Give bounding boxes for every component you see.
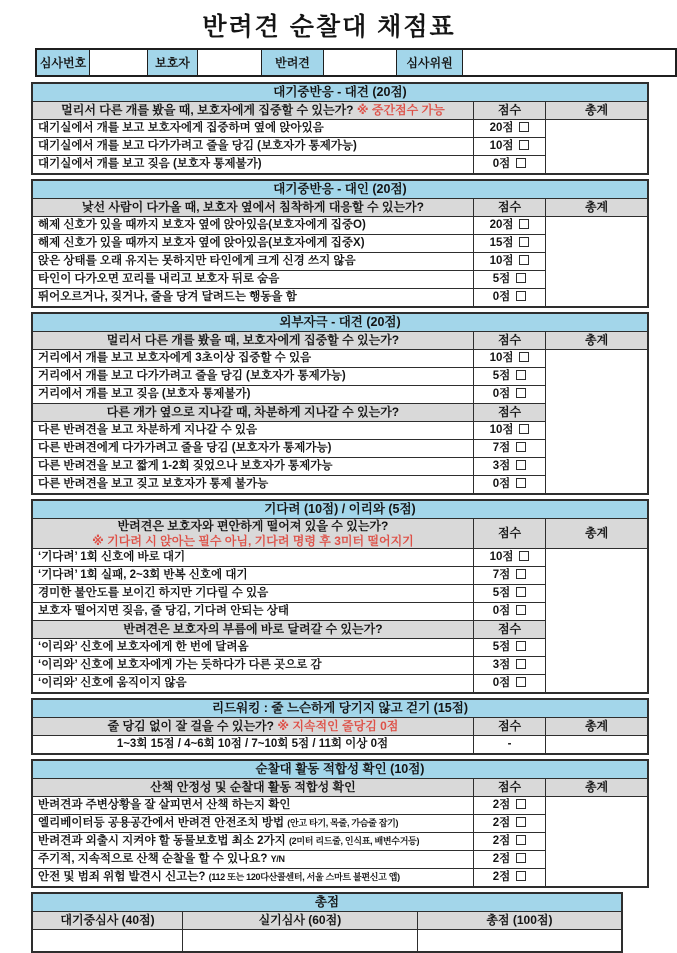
score-cell xyxy=(473,869,545,888)
score-column-header: 점수 xyxy=(473,779,545,797)
question-text: 반려견은 보호자의 부름에 바로 달려갈 수 있는가? xyxy=(123,622,383,636)
criterion-text: 다른 반려견을 보고 짖고 보호자가 통제 불가능 xyxy=(38,478,269,490)
score-value: 7점 xyxy=(492,442,511,454)
score-value: 10점 xyxy=(489,424,514,436)
criterion-label xyxy=(32,271,473,289)
grand-col-header: 대기중심사 (40점) xyxy=(32,912,183,930)
section-title: 대기중반응 - 대견 (20점) xyxy=(32,83,648,102)
criterion-label xyxy=(32,156,473,175)
score-cell xyxy=(473,217,545,235)
score-cell xyxy=(473,639,545,657)
score-checkbox[interactable] xyxy=(516,605,526,615)
field-input-guardian[interactable] xyxy=(198,49,262,76)
score-checkbox[interactable] xyxy=(516,853,526,863)
grand-col-value[interactable] xyxy=(183,930,418,953)
question-row xyxy=(32,332,648,350)
grand-col-value[interactable] xyxy=(417,930,622,953)
section-title-row xyxy=(32,313,648,332)
criterion-label xyxy=(32,639,473,657)
score-checkbox[interactable] xyxy=(516,442,526,452)
score-value: 3점 xyxy=(492,659,511,671)
question-cell xyxy=(32,102,473,120)
score-checkbox[interactable] xyxy=(516,799,526,809)
grand-total-title: 총점 xyxy=(32,893,622,912)
question-row xyxy=(32,519,648,549)
total-column-header: 총계 xyxy=(546,199,648,217)
grand-col-header: 실기심사 (60점) xyxy=(183,912,418,930)
criterion-text: 거리에서 개를 보고 보호자에게 3초이상 집중할 수 있음 xyxy=(38,352,312,364)
criterion-subtext: (2미터 리드줄, 인식표, 배변수거등) xyxy=(288,836,420,846)
score-value: 5점 xyxy=(492,641,511,653)
criterion-text: ‘기다려’ 1회 실패, 2~3회 반복 신호에 대기 xyxy=(38,569,248,581)
score-checkbox[interactable] xyxy=(516,478,526,488)
criterion-label xyxy=(32,350,473,368)
total-column-header: 총계 xyxy=(546,519,648,549)
criterion-label xyxy=(32,603,473,621)
score-note: ※ 지속적인 줄당김 0점 xyxy=(277,719,399,733)
criterion-label xyxy=(32,657,473,675)
score-column-header: 점수 xyxy=(473,199,545,217)
question-text: 멀리서 다른 개를 봤을 때, 보호자에게 집중할 수 있는가? xyxy=(61,103,354,117)
section-title: 기다려 (10점) / 이리와 (5점) xyxy=(32,500,648,519)
question-row xyxy=(32,779,648,797)
criterion-label xyxy=(32,458,473,476)
score-note: ※ 기다려 시 앉아는 필수 아님, 기다려 명령 후 3미터 떨어지기 xyxy=(92,534,414,548)
score-cell xyxy=(473,120,545,138)
question-row xyxy=(32,718,648,736)
score-checkbox[interactable] xyxy=(516,388,526,398)
score-checkbox[interactable] xyxy=(516,641,526,651)
score-value: 10점 xyxy=(489,255,514,267)
score-checkbox[interactable] xyxy=(516,460,526,470)
question-text: 멀리서 다른 개를 봤을 때, 보호자에게 집중할 수 있는가? xyxy=(106,333,400,347)
score-checkbox[interactable] xyxy=(516,273,526,283)
score-checkbox[interactable] xyxy=(519,219,529,229)
score-cell xyxy=(473,422,545,440)
score-cell xyxy=(473,603,545,621)
criterion-text: 경미한 불안도를 보이긴 하지만 기다릴 수 있음 xyxy=(38,587,269,599)
score-column-header: 점수 xyxy=(473,332,545,350)
question-cell xyxy=(32,718,473,736)
criterion-subtext: Y/N xyxy=(270,854,285,864)
score-sections xyxy=(31,82,651,888)
section-table xyxy=(31,499,649,694)
score-checkbox[interactable] xyxy=(516,158,526,168)
score-column-header: 점수 xyxy=(473,404,545,422)
score-row xyxy=(32,736,648,755)
question-text: 낯선 사람이 다가올 때, 보호자 옆에서 침착하게 대응할 수 있는가? xyxy=(81,200,424,214)
score-checkbox[interactable] xyxy=(516,569,526,579)
criterion-label xyxy=(32,833,473,851)
score-value: 2점 xyxy=(492,871,511,883)
criterion-label xyxy=(32,476,473,495)
criterion-label xyxy=(32,440,473,458)
criterion-text: 타인이 다가오면 꼬리를 내리고 보호자 뒤로 숨음 xyxy=(38,273,280,285)
grand-total-table xyxy=(31,892,623,953)
section-title: 외부자극 - 대견 (20점) xyxy=(32,313,648,332)
score-cell xyxy=(473,138,545,156)
score-column-header: 점수 xyxy=(473,102,545,120)
score-checkbox[interactable] xyxy=(516,291,526,301)
criterion-text: 대기실에서 개를 보고 보호자에게 집중하며 옆에 앉아있음 xyxy=(38,122,324,134)
score-value: 20점 xyxy=(489,122,514,134)
score-value: 10점 xyxy=(489,140,514,152)
score-checkbox[interactable] xyxy=(519,551,529,561)
question-cell xyxy=(32,621,473,639)
score-checkbox[interactable] xyxy=(519,140,529,150)
grand-total-value-row xyxy=(32,930,622,953)
score-cell xyxy=(473,815,545,833)
criterion-label xyxy=(32,386,473,404)
score-value: 0점 xyxy=(492,677,511,689)
criterion-text: ‘기다려’ 1회 신호에 바로 대기 xyxy=(38,551,186,563)
criterion-label xyxy=(32,585,473,603)
section-title-row xyxy=(32,180,648,199)
score-value: 0점 xyxy=(492,158,511,170)
criterion-label xyxy=(32,120,473,138)
score-cell xyxy=(473,253,545,271)
section-title: 리드워킹 : 줄 느슨하게 당기지 않고 걷기 (15점) xyxy=(32,699,648,718)
criterion-label xyxy=(32,289,473,308)
score-row xyxy=(32,549,648,567)
total-column-header: 총계 xyxy=(546,779,648,797)
criterion-text: 다른 반려견을 보고 차분하게 지나갈 수 있음 xyxy=(38,424,258,436)
field-label-guardian: 보호자 xyxy=(148,49,198,76)
score-cell xyxy=(473,675,545,694)
score-checkbox[interactable] xyxy=(519,352,529,362)
total-input-cell[interactable] xyxy=(546,797,648,888)
criterion-label xyxy=(32,368,473,386)
question-cell xyxy=(32,404,473,422)
score-column-header: 점수 xyxy=(473,718,545,736)
score-column-header: 점수 xyxy=(473,519,545,549)
criterion-label xyxy=(32,797,473,815)
score-column-header: 점수 xyxy=(473,621,545,639)
score-value: - xyxy=(507,738,512,750)
score-value: 20점 xyxy=(489,219,514,231)
criterion-text: 엘리베이터등 공용공간에서 반려견 안전조치 방법 xyxy=(38,817,285,829)
section-title-row xyxy=(32,83,648,102)
header-fields-row xyxy=(36,49,676,76)
criterion-label xyxy=(32,815,473,833)
question-text: 산책 안정성 및 순찰대 활동 적합성 확인 xyxy=(150,780,356,794)
score-value: 0점 xyxy=(492,388,511,400)
criterion-text: 반려견과 주변상황을 잘 살피면서 산책 하는지 확인 xyxy=(38,799,291,811)
criterion-text: 다른 반려견에게 다가가려고 줄을 당김 (보호자가 통제가능) xyxy=(38,442,332,454)
criterion-label xyxy=(32,235,473,253)
criterion-label xyxy=(32,422,473,440)
criterion-label xyxy=(32,675,473,694)
score-checkbox[interactable] xyxy=(516,677,526,687)
sheet-body xyxy=(31,48,651,953)
criterion-label xyxy=(32,736,473,755)
total-input-cell[interactable] xyxy=(546,120,648,175)
criterion-label xyxy=(32,217,473,235)
grand-total-area xyxy=(31,892,651,953)
score-checkbox[interactable] xyxy=(519,424,529,434)
criterion-text: 1~3회 15점 / 4~6회 10점 / 7~10회 5점 / 11회 이상 0점 xyxy=(116,738,389,750)
page-title: 반려견 순찰대 채점표 xyxy=(202,13,456,41)
section-table xyxy=(31,698,649,755)
criterion-label xyxy=(32,138,473,156)
criterion-text: 거리에서 개를 보고 짖음 (보호자 통제불가) xyxy=(38,388,251,400)
field-input-dog[interactable] xyxy=(324,49,397,76)
criterion-text: 거리에서 개를 보고 다가가려고 줄을 당김 (보호자가 통제가능) xyxy=(38,370,346,382)
score-value: 10점 xyxy=(489,352,514,364)
score-checkbox[interactable] xyxy=(519,255,529,265)
total-column-header: 총계 xyxy=(546,718,648,736)
score-value: 5점 xyxy=(492,370,511,382)
section-table xyxy=(31,312,649,495)
criterion-text: 다른 반려견을 보고 짧게 1-2회 짖었으나 보호자가 통제가능 xyxy=(38,460,333,472)
section-title-row xyxy=(32,760,648,779)
criterion-subtext: (112 또는 120다산콜센터, 서울 스마트 불편신고 앱) xyxy=(208,872,400,882)
section-title-row xyxy=(32,699,648,718)
score-value: 0점 xyxy=(492,605,511,617)
grand-total-title-row xyxy=(32,893,622,912)
score-value: 2점 xyxy=(492,799,511,811)
score-cell xyxy=(473,386,545,404)
question-cell xyxy=(32,199,473,217)
criterion-label xyxy=(32,253,473,271)
score-cell xyxy=(473,476,545,495)
score-checkbox[interactable] xyxy=(516,871,526,881)
score-cell xyxy=(473,235,545,253)
score-cell xyxy=(473,851,545,869)
criterion-subtext: (안고 타기, 목줄, 가슴줄 잡기) xyxy=(287,818,399,828)
total-column-header: 총계 xyxy=(546,332,648,350)
score-checkbox[interactable] xyxy=(519,237,529,247)
section-title: 대기중반응 - 대인 (20점) xyxy=(32,180,648,199)
total-input-cell[interactable] xyxy=(546,350,648,495)
section-title-row xyxy=(32,500,648,519)
criterion-text: 앉은 상태를 오래 유지는 못하지만 타인에게 크게 신경 쓰지 않음 xyxy=(38,255,356,267)
criterion-text: 반려견과 외출시 지켜야 할 동물보호법 최소 2가지 xyxy=(38,835,286,847)
question-text: 다른 개가 옆으로 지나갈 때, 차분하게 지나갈 수 있는가? xyxy=(106,405,400,419)
score-checkbox[interactable] xyxy=(519,122,529,132)
question-text: 반려견은 보호자와 편안하게 떨어져 있을 수 있는가? xyxy=(117,519,389,533)
question-cell xyxy=(32,332,473,350)
score-value: 0점 xyxy=(492,291,511,303)
score-cell xyxy=(473,156,545,175)
criterion-text: 대기실에서 개를 보고 짖음 (보호자 통제불가) xyxy=(38,158,262,170)
criterion-text: ‘이리와’ 신호에 보호자에게 가는 듯하다가 다른 곳으로 감 xyxy=(38,659,322,671)
score-checkbox[interactable] xyxy=(516,659,526,669)
score-checkbox[interactable] xyxy=(516,587,526,597)
score-note: ※ 중간점수 가능 xyxy=(356,103,445,117)
question-row xyxy=(32,199,648,217)
score-cell xyxy=(473,458,545,476)
score-value: 5점 xyxy=(492,587,511,599)
section-table xyxy=(31,82,649,175)
criterion-text: ‘이리와’ 신호에 움직이지 않음 xyxy=(38,677,187,689)
score-checkbox[interactable] xyxy=(516,817,526,827)
score-value: 10점 xyxy=(489,551,514,563)
score-cell xyxy=(473,585,545,603)
field-input-judge-number[interactable] xyxy=(90,49,148,76)
score-cell xyxy=(473,271,545,289)
section-table xyxy=(31,179,649,308)
criterion-label xyxy=(32,549,473,567)
score-cell xyxy=(473,549,545,567)
section-title: 순찰대 활동 적합성 확인 (10점) xyxy=(32,760,648,779)
criterion-text: 해제 신호가 있을 때까지 보호자 옆에 앉아있음(보호자에게 집중O) xyxy=(38,219,366,231)
total-input-cell[interactable] xyxy=(546,217,648,308)
score-checkbox[interactable] xyxy=(516,370,526,380)
criterion-label xyxy=(32,567,473,585)
score-row xyxy=(32,120,648,138)
criterion-label xyxy=(32,869,473,888)
total-column-header: 총계 xyxy=(546,102,648,120)
grand-total-header-row xyxy=(32,912,622,930)
criterion-text: 주기적, 지속적으로 산책 순찰을 할 수 있나요? xyxy=(38,853,268,865)
score-cell xyxy=(473,350,545,368)
score-cell xyxy=(473,736,545,755)
score-value: 2점 xyxy=(492,853,511,865)
score-value: 15점 xyxy=(489,237,514,249)
question-cell xyxy=(32,779,473,797)
score-value: 2점 xyxy=(492,835,511,847)
total-input-cell[interactable] xyxy=(546,549,648,694)
field-label-dog: 반려견 xyxy=(262,49,324,76)
criterion-text: ‘이리와’ 신호에 보호자에게 한 번에 달려옴 xyxy=(38,641,249,653)
score-value: 0점 xyxy=(492,478,511,490)
criterion-text: 보호자 떨어지면 짖음, 줄 당김, 기다려 안되는 상태 xyxy=(38,605,289,617)
criterion-label xyxy=(32,851,473,869)
score-row xyxy=(32,797,648,815)
question-cell xyxy=(32,519,473,549)
score-cell xyxy=(473,567,545,585)
field-label-judge: 심사위원 xyxy=(397,49,463,76)
score-cell xyxy=(473,833,545,851)
total-input-cell[interactable] xyxy=(546,736,648,755)
section-table xyxy=(31,759,649,888)
score-checkbox[interactable] xyxy=(516,835,526,845)
score-value: 7점 xyxy=(492,569,511,581)
score-value: 2점 xyxy=(492,817,511,829)
score-row xyxy=(32,350,648,368)
score-row xyxy=(32,217,648,235)
score-value: 5점 xyxy=(492,273,511,285)
criterion-text: 대기실에서 개를 보고 다가가려고 줄을 당김 (보호자가 통제가능) xyxy=(38,140,357,152)
score-value: 3점 xyxy=(492,460,511,472)
field-input-judge[interactable] xyxy=(463,49,677,76)
grand-col-value[interactable] xyxy=(32,930,183,953)
question-text: 줄 당김 없이 잘 걸을 수 있는가? xyxy=(107,719,274,733)
score-cell xyxy=(473,368,545,386)
score-cell xyxy=(473,797,545,815)
criterion-text: 안전 및 범죄 위험 발견시 신고는? xyxy=(38,871,206,883)
score-cell xyxy=(473,440,545,458)
score-cell xyxy=(473,657,545,675)
score-cell xyxy=(473,289,545,308)
criterion-text: 뛰어오르거나, 짖거나, 줄을 당겨 달려드는 행동을 함 xyxy=(38,291,297,303)
question-row xyxy=(32,102,648,120)
field-label-judge-number: 심사번호 xyxy=(36,49,90,76)
header-fields-table xyxy=(35,48,677,77)
grand-col-header: 총점 (100점) xyxy=(417,912,622,930)
criterion-text: 해제 신호가 있을 때까지 보호자 옆에 앉아있음(보호자에게 집중X) xyxy=(38,237,365,249)
